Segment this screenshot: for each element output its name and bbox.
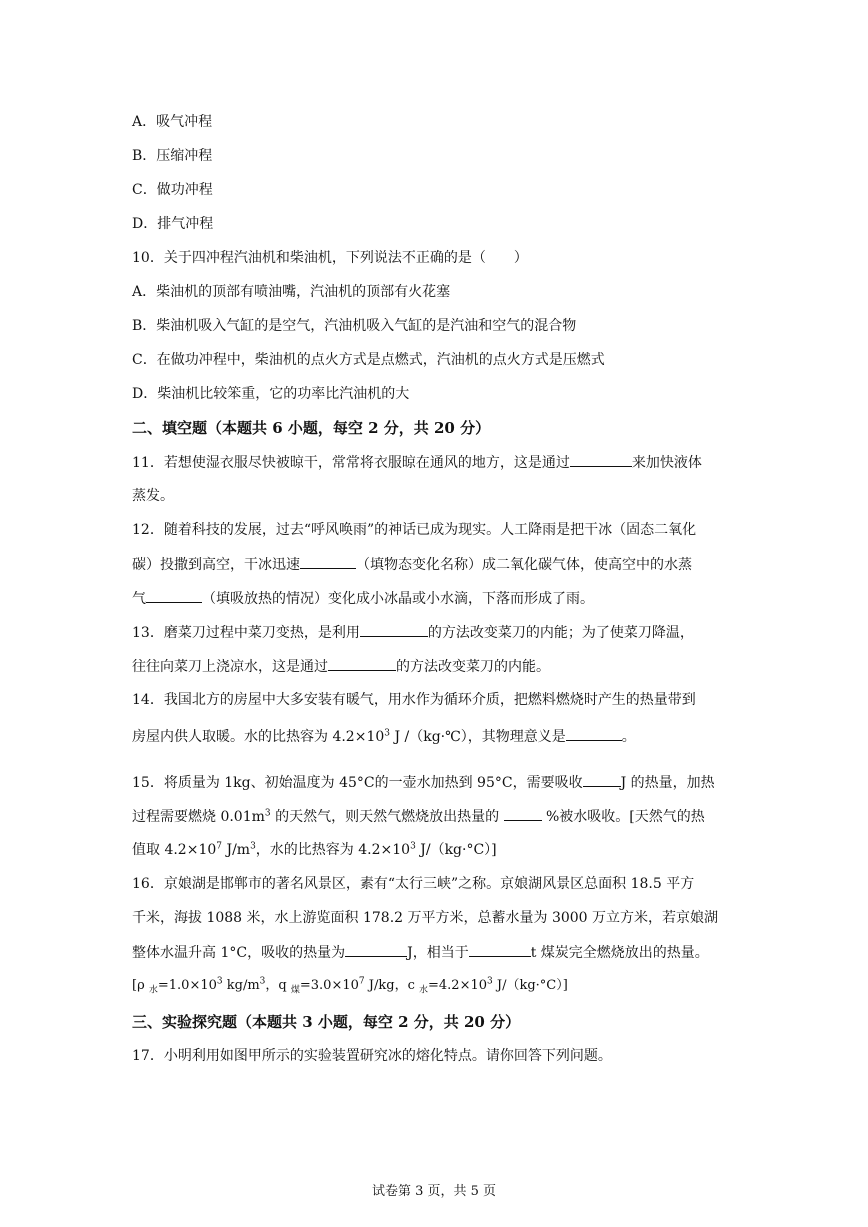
- q14-text: 。: [621, 729, 636, 745]
- q11-blank: [570, 452, 632, 467]
- q13-text: 13．磨菜刀过程中菜刀变热，是利用: [132, 625, 360, 641]
- superscript: 3: [384, 728, 390, 739]
- q16-text: [ρ: [132, 978, 149, 993]
- q16-text: =1.0×10: [157, 978, 217, 993]
- q16-text: t 煤炭完全燃烧放出的热量。: [530, 945, 709, 961]
- question-11: [132, 452, 702, 473]
- option-c: C．做功冲程: [132, 182, 213, 198]
- superscript: 3: [487, 976, 493, 987]
- option-a: A．吸气冲程: [132, 114, 213, 130]
- option-b: B．压缩冲程: [132, 148, 213, 164]
- question-12-line3: [132, 588, 594, 609]
- question-16-line4: [132, 976, 568, 996]
- question-15-line3: [132, 840, 497, 860]
- question-11-cont: 蒸发。: [132, 488, 174, 504]
- q14-text: J /（kg·℃），其物理意义是: [390, 729, 566, 745]
- question-12-line2: [132, 554, 692, 575]
- q13-text: 往往向菜刀上浇凉水，这是通过: [132, 659, 328, 675]
- q12-text: （填吸放热的情况）变化成小冰晶或小水滴，下落而形成了雨。: [202, 591, 594, 607]
- question-12-line1: 12．随着科技的发展，过去“呼风唤雨”的神话已成为现实。人工降雨是把干冰（固态二氧化: [132, 522, 697, 538]
- q16-text: 整体水温升高 1°C，吸收的热量为: [132, 945, 346, 961]
- q12-text: 气: [132, 591, 146, 607]
- q16-text: J/（kg·°C）]: [492, 978, 568, 993]
- subscript: 水: [148, 985, 158, 996]
- question-14-line1: 14．我国北方的房屋中大多安装有暖气，用水作为循环介质，把燃料燃烧时产生的热量带到: [132, 692, 696, 708]
- page-footer: 试卷第 3 页，共 5 页: [371, 1184, 497, 1199]
- q13-blank-1: [360, 622, 428, 637]
- question-10-option-c: C．在做功冲程中，柴油机的点火方式是点燃式，汽油机的点火方式是压燃式: [132, 352, 605, 368]
- q15-text: %被水吸收。[天然气的热: [541, 809, 705, 825]
- superscript: 7: [216, 841, 222, 852]
- q12-blank-2: [146, 588, 202, 603]
- q12-text: （填物态变化名称）成二氧化碳气体，使高空中的水蒸: [356, 557, 692, 573]
- q12-text: 碳）投撒到高空，干冰迅速: [132, 557, 300, 573]
- q11-text-a: 11．若想使湿衣服尽快被晾干，常常将衣服晾在通风的地方，这是通过: [132, 455, 570, 471]
- q15-blank-2: [504, 806, 542, 821]
- section-3-title: 三、实验探究题（本题共 3 小题，每空 2 分，共 20 分）: [132, 1013, 521, 1031]
- question-16-line2: 千米，海拔 1088 米，水上游览面积 178.2 万平方米，总蓄水量为 3000 万立方米，若京娘湖: [132, 910, 719, 926]
- q15-text: 过程需要燃烧 0.01m: [132, 809, 265, 825]
- q13-blank-2: [328, 656, 396, 671]
- q15-text: ，水的比热容为 4.2×10: [255, 842, 411, 858]
- q16-text: J，相当于: [407, 945, 469, 961]
- q14-text: 房屋内供人取暖。水的比热容为 4.2×10: [132, 729, 385, 745]
- q14-blank: [566, 726, 622, 741]
- superscript: 3: [410, 841, 416, 852]
- q13-text: 的方法改变菜刀的内能。: [396, 659, 550, 675]
- q11-text-b: 来加快液体: [631, 455, 702, 471]
- question-13-line2: [132, 656, 550, 677]
- question-13-line1: [132, 622, 694, 643]
- question-10-stem: 10．关于四冲程汽油机和柴油机，下列说法不正确的是（ ）: [132, 250, 528, 266]
- superscript: 3: [264, 808, 271, 819]
- question-15-line1: [132, 772, 715, 793]
- question-16-line1: 16．京娘湖是邯郸市的著名风景区，素有“太行三峡”之称。京娘湖风景区总面积 18.5 平方: [132, 876, 695, 892]
- question-16-line3: [132, 942, 709, 963]
- option-d: D．排气冲程: [132, 216, 214, 232]
- superscript: 3: [250, 841, 256, 852]
- q16-text: =3.0×10: [299, 978, 359, 993]
- q15-text: J/m: [222, 842, 251, 858]
- q15-blank-1: [583, 772, 621, 787]
- question-15-line2: [132, 806, 705, 827]
- section-2-title: 二、填空题（本题共 6 小题，每空 2 分，共 20 分）: [132, 419, 491, 437]
- q15-text: 的天然气，则天然气燃烧放出热量的: [270, 809, 504, 825]
- q16-text: =4.2×10: [428, 978, 488, 993]
- question-10-option-d: D．柴油机比较笨重，它的功率比汽油机的大: [132, 386, 410, 402]
- question-17: 17．小明利用如图甲所示的实验装置研究冰的熔化特点。请你回答下列问题。: [132, 1048, 612, 1064]
- q16-text: kg/m: [222, 978, 260, 993]
- superscript: 3: [259, 976, 266, 987]
- q12-blank-1: [300, 554, 356, 569]
- question-10-option-b: B．柴油机吸入气缸的是空气，汽油机吸入气缸的是汽油和空气的混合物: [132, 318, 577, 334]
- q15-text: 值取 4.2×10: [132, 842, 217, 858]
- q16-blank-1: [345, 942, 407, 957]
- q13-text: 的方法改变菜刀的内能；为了使菜刀降温，: [427, 625, 694, 641]
- q16-text: J/kg，c: [364, 978, 419, 993]
- superscript: 3: [216, 976, 223, 987]
- superscript: 7: [358, 976, 365, 987]
- question-10-option-a: A．柴油机的顶部有喷油嘴，汽油机的顶部有火花塞: [132, 284, 451, 300]
- subscript: 煤: [290, 985, 300, 996]
- q15-text: J/（kg·°C）]: [415, 842, 497, 858]
- subscript: 水: [418, 985, 428, 996]
- question-14-line2: [132, 726, 636, 747]
- q15-text: 15．将质量为 1kg、初始温度为 45°C的一壶水加热到 95°C，需要吸收: [132, 775, 583, 791]
- q16-text: ，q: [265, 978, 291, 993]
- q16-blank-2: [469, 942, 531, 957]
- q15-text: J 的热量，加热: [620, 775, 715, 791]
